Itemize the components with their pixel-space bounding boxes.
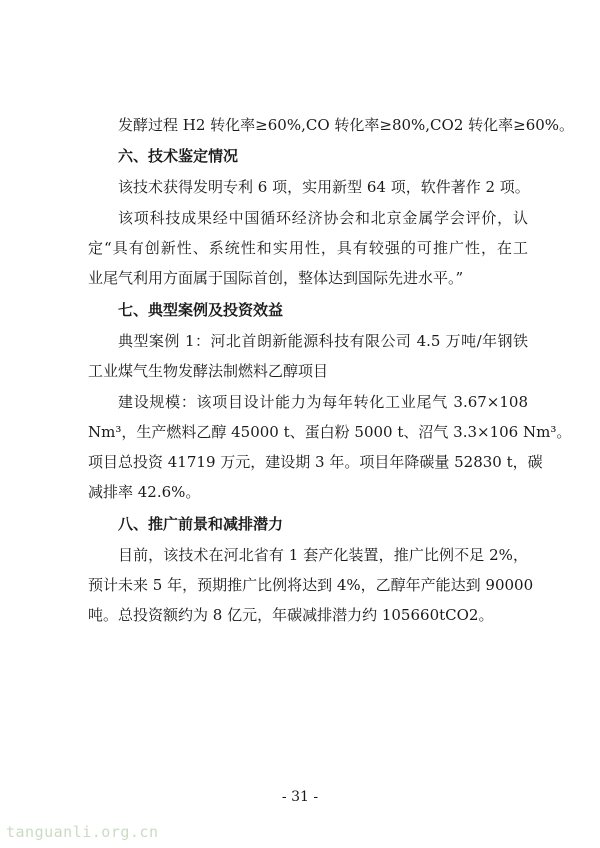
section-heading-7: 七、典型案例及投资效益	[118, 301, 284, 319]
text-line: 该技术获得发明专利 6 项，实用新型 64 项，软件著作 2 项。	[118, 178, 530, 196]
text-line: 吨。总投资额约为 8 亿元，年碳减排潜力约 105660tCO2。	[88, 606, 494, 624]
text-line: 该项科技成果经中国循环经济协会和北京金属学会评价，认	[118, 209, 528, 227]
page-number: - 31 -	[281, 789, 319, 805]
text-line: 定“具有创新性、系统性和实用性，具有较强的可推广性，在工	[88, 239, 528, 257]
text-line: 项目总投资 41719 万元，建设期 3 年。项目年降碳量 52830 t，碳	[88, 453, 543, 471]
text-line: 发酵过程 H2 转化率≥60%,CO 转化率≥80%,CO2 转化率≥60%。	[118, 116, 575, 134]
text-line: 建设规模：该项目设计能力为每年转化工业尾气 3.67×108	[118, 393, 528, 411]
text-line: 目前，该技术在河北省有 1 套产化装置，推广比例不足 2%，	[118, 546, 528, 564]
text-line: 典型案例 1：河北首朗新能源科技有限公司 4.5 万吨/年钢铁	[118, 332, 528, 350]
section-heading-6: 六、技术鉴定情况	[118, 147, 239, 165]
text-line: 业尾气利用方面属于国际首创，整体达到国际先进水平。”	[88, 269, 464, 287]
text-line: Nm³，生产燃料乙醇 45000 t、蛋白粉 5000 t、沼气 3.3×106 Nm³。	[88, 423, 572, 441]
section-heading-8: 八、推广前景和减排潜力	[118, 515, 284, 533]
text-line: 工业煤气生物发酵法制燃料乙醇项目	[88, 362, 329, 380]
watermark: tanguanli.org.cn	[6, 823, 159, 841]
text-line: 减排率 42.6%。	[88, 483, 201, 501]
text-line: 预计未来 5 年，预期推广比例将达到 4%，乙醇年产能达到 90000	[88, 576, 534, 594]
